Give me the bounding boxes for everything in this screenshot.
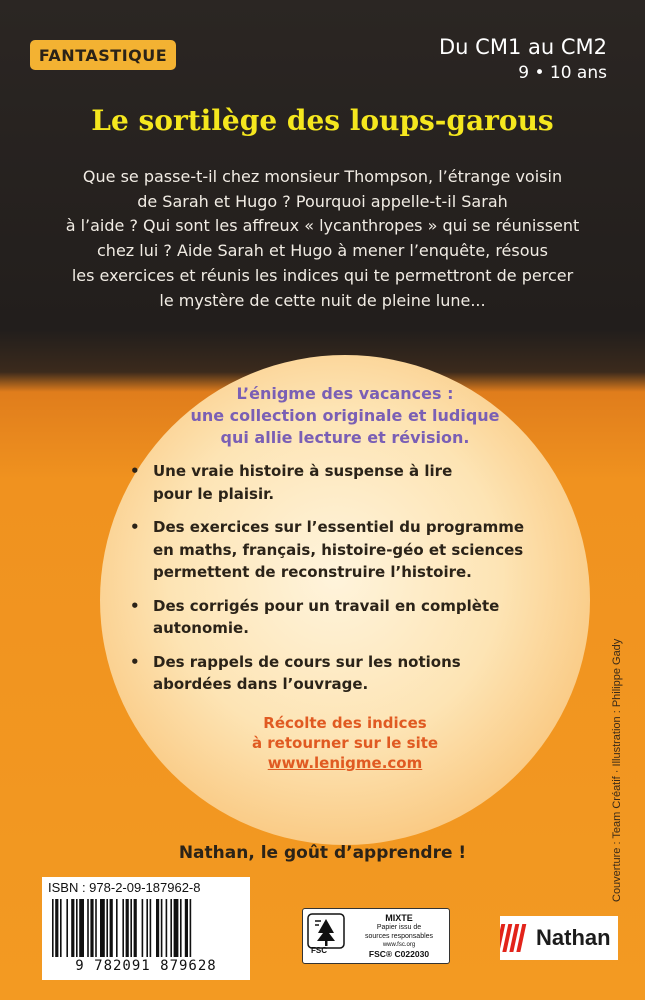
level-info — [367, 34, 607, 86]
barcode-bar — [134, 899, 137, 957]
blurb-line: de Sarah et Hugo ? Pourquoi appelle-t-il Sarah — [137, 191, 508, 211]
blurb-line: à l’aide ? Qui sont les affreux « lycanthropes » qui se réunissent — [65, 216, 580, 236]
collection-line: L’énigme des vacances : — [236, 384, 454, 403]
barcode-bar — [110, 899, 113, 957]
cover-credits: Couverture : Team Créatif · Illustration : Philippe Gady — [611, 638, 623, 902]
feature-line: en maths, français, histoire-géo et sciences — [153, 540, 524, 559]
feature-list — [130, 460, 550, 707]
barcode-bar — [100, 899, 105, 957]
feature-line: permettent de reconstruire l’histoire. — [153, 563, 472, 581]
barcode-bar — [60, 899, 62, 957]
feature-line: pour le plaisir. — [153, 484, 275, 503]
age-range: 9 • 10 ans — [518, 63, 607, 83]
barcode-bar — [130, 899, 132, 957]
feature-line: abordées dans l’ouvrage. — [153, 675, 369, 693]
feature-line: Une vraie histoire à suspense à lire — [153, 462, 453, 480]
barcode-bar — [79, 899, 84, 957]
fsc-code: FSC® C022030 — [368, 949, 430, 959]
barcode-bar — [180, 899, 182, 957]
fsc-mixte: MIXTE — [385, 913, 413, 923]
feature-line: autonomie. — [153, 619, 249, 637]
fsc-site: www.fsc.org — [382, 942, 416, 948]
barcode-bar — [126, 899, 129, 957]
collection-line: une collection originale et ludique — [190, 406, 500, 425]
barcode-bar — [55, 899, 58, 957]
feature-item — [130, 651, 550, 696]
barcode-panel — [42, 877, 250, 980]
barcode-bar — [156, 899, 159, 957]
website-cta — [145, 713, 545, 773]
fsc-paper-line: sources responsables — [364, 932, 434, 940]
fsc-paper-line: Papier issu de — [376, 924, 422, 931]
barcode-bar — [185, 899, 188, 957]
ean-number: 9 782091 879628 — [75, 958, 217, 974]
blurb-line: chez lui ? Aide Sarah et Hugo à mener l’enquête, résous — [97, 241, 548, 261]
publisher-logo — [500, 916, 618, 960]
barcode-bar — [52, 899, 54, 957]
book-title: Le sortilège des loups-garous — [91, 104, 554, 137]
cta-line: Récolte des indices — [263, 714, 427, 732]
bullet-icon: • — [130, 596, 140, 615]
publisher-slogan: Nathan, le goût d’apprendre ! — [178, 843, 467, 863]
fsc-label — [302, 908, 450, 964]
isbn-label: ISBN : 978-2-09-187962-8 — [48, 880, 201, 895]
bullet-icon: • — [130, 518, 140, 536]
barcode-bar — [90, 899, 93, 957]
barcode-bar — [122, 899, 124, 957]
feature-line: Des exercices sur l’essentiel du programme — [153, 518, 525, 536]
fsc-logo-text: FSC — [311, 946, 327, 955]
feature-line: Des rappels de cours sur les notions — [153, 652, 461, 671]
barcode-icon — [52, 899, 244, 957]
genre-badge: FANTASTIQUE — [30, 40, 176, 70]
barcode-bar — [146, 899, 148, 957]
cta-line: à retourner sur le site — [251, 734, 439, 752]
grade-range: Du CM1 au CM2 — [439, 35, 607, 59]
barcode-bar — [76, 899, 78, 957]
blurb-line: Que se passe-t-il chez monsieur Thompson, l’étrange voisin — [82, 167, 563, 186]
barcode-bar — [174, 899, 179, 957]
feature-item — [130, 595, 550, 640]
barcode-bar — [170, 899, 172, 957]
barcode-bar — [71, 899, 74, 957]
website-link[interactable]: www.lenigme.com — [267, 754, 423, 772]
barcode-bar — [116, 899, 118, 957]
publisher-name: Nathan — [536, 925, 611, 950]
feature-item — [130, 460, 550, 505]
barcode-bar — [190, 899, 192, 957]
feature-item — [130, 516, 550, 584]
barcode-bar — [142, 899, 144, 957]
collection-line: qui allie lecture et révision. — [220, 428, 470, 447]
barcode-bar — [66, 899, 68, 957]
feature-line: Des corrigés pour un travail en complète — [153, 596, 500, 615]
barcode-bar — [87, 899, 89, 957]
bullet-icon: • — [130, 462, 140, 480]
fsc-text — [351, 913, 447, 959]
bullet-icon: • — [130, 652, 140, 671]
blurb-text — [30, 165, 615, 313]
barcode-bar — [150, 899, 152, 957]
barcode-bar — [106, 899, 108, 957]
blurb-line: les exercices et réunis les indices qui te permettront de percer — [71, 265, 574, 285]
collection-intro — [145, 383, 545, 449]
blurb-line: le mystère de cette nuit de pleine lune... — [159, 290, 486, 310]
nathan-stripes-icon — [500, 916, 534, 960]
barcode-bar — [161, 899, 163, 957]
barcode-bar — [166, 899, 168, 957]
barcode-bar — [95, 899, 97, 957]
